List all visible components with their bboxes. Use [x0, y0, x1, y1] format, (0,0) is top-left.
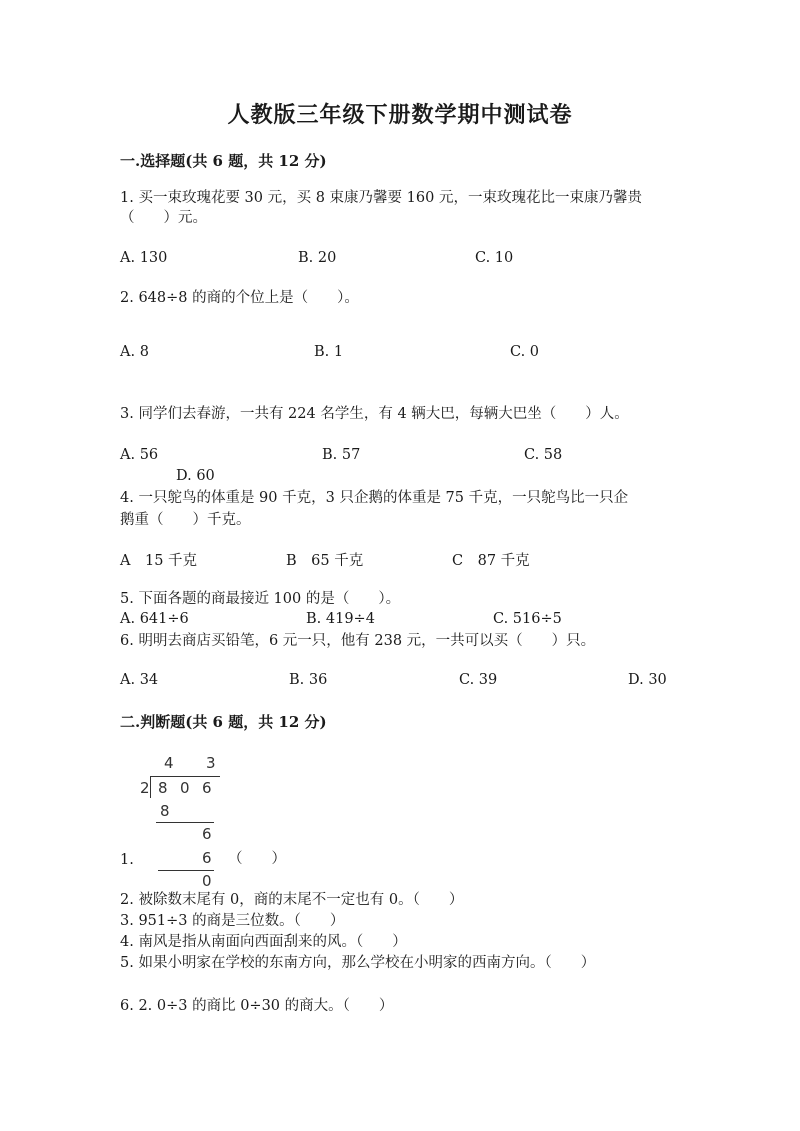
question-1-option-c: C. 10: [475, 250, 514, 266]
judgement-2: 2. 被除数末尾有 0，商的末尾不一定也有 0。（ ）: [120, 892, 464, 908]
judgement-1-number: 1.: [120, 852, 134, 868]
question-1-text-cont: （ ）元。: [120, 210, 207, 226]
judgement-3: 3. 951÷3 的商是三位数。（ ）: [120, 913, 345, 929]
question-1-option-a: A. 130: [120, 250, 168, 266]
question-4-option-a: A 15 千克: [120, 553, 198, 569]
judgement-1-blank: （ ）: [228, 851, 286, 867]
question-6-option-c: C. 39: [459, 672, 498, 688]
question-6-option-a: A. 34: [120, 672, 159, 688]
division-bracket: [150, 776, 151, 798]
question-3-option-d: D. 60: [176, 468, 215, 484]
question-5-option-a: A. 641÷6: [120, 611, 189, 627]
question-6-text: 6. 明明去商店买铅笔，6 元一只，他有 238 元，一共可以买（ ）只。: [120, 633, 596, 649]
step-line-1: [156, 822, 214, 823]
question-2-option-a: A. 8: [120, 344, 149, 360]
question-3-option-a: A. 56: [120, 447, 159, 463]
question-3-option-c: C. 58: [524, 447, 563, 463]
question-2-option-b: B. 1: [314, 344, 344, 360]
question-4-text: 4. 一只鸵鸟的体重是 90 千克，3 只企鹅的体重是 75 千克，一只鸵鸟比一只企: [120, 490, 629, 506]
question-3-text: 3. 同学们去春游，一共有 224 名学生，有 4 辆大巴，每辆大巴坐（ ）人。: [120, 406, 629, 422]
question-2-option-c: C. 0: [510, 344, 540, 360]
division-bar: [150, 776, 220, 777]
question-1-text: 1. 买一束玫瑰花要 30 元，买 8 束康乃馨要 160 元，一束玫瑰花比一束康乃馨贵: [120, 190, 642, 206]
section-heading-choice: 一.选择题(共 6 题，共 12 分): [120, 152, 327, 170]
question-4-option-b: B 65 千克: [286, 553, 364, 569]
judgement-4: 4. 南风是指从南面向西面刮来的风。（ ）: [120, 934, 407, 950]
dividend-digit-2: 0: [180, 779, 190, 797]
final-remainder: 0: [202, 872, 212, 890]
question-5-option-c: C. 516÷5: [493, 611, 562, 627]
question-2-text: 2. 648÷8 的商的个位上是（ ）。: [120, 290, 359, 306]
judgement-6: 6. 2. 0÷3 的商比 0÷30 的商大。（ ）: [120, 998, 394, 1014]
step-remainder-1: 6: [202, 825, 212, 843]
page-title: 人教版三年级下册数学期中测试卷: [227, 102, 573, 128]
question-6-option-d: D. 30: [628, 672, 667, 688]
question-3-option-b: B. 57: [322, 447, 361, 463]
step-line-2: [158, 870, 214, 871]
question-5-text: 5. 下面各题的商最接近 100 的是（ ）。: [120, 591, 401, 607]
question-4-text-cont: 鹅重（ ）千克。: [120, 512, 251, 528]
quotient-digit-2: 3: [206, 754, 216, 772]
question-5-option-b: B. 419÷4: [306, 611, 375, 627]
divisor: 2: [140, 779, 150, 797]
section-heading-judgement: 二.判断题(共 6 题，共 12 分): [120, 713, 327, 731]
judgement-5: 5. 如果小明家在学校的东南方向，那么学校在小明家的西南方向。（ ）: [120, 955, 596, 971]
step-product-2: 6: [202, 849, 212, 867]
question-6-option-b: B. 36: [289, 672, 328, 688]
dividend-digit-3: 6: [202, 779, 212, 797]
long-division-figure: [136, 752, 236, 888]
step-product-1: 8: [160, 802, 170, 820]
question-4-option-c: C 87 千克: [452, 553, 530, 569]
dividend-digit-1: 8: [158, 779, 168, 797]
quotient-digit-1: 4: [164, 754, 174, 772]
question-1-option-b: B. 20: [298, 250, 337, 266]
